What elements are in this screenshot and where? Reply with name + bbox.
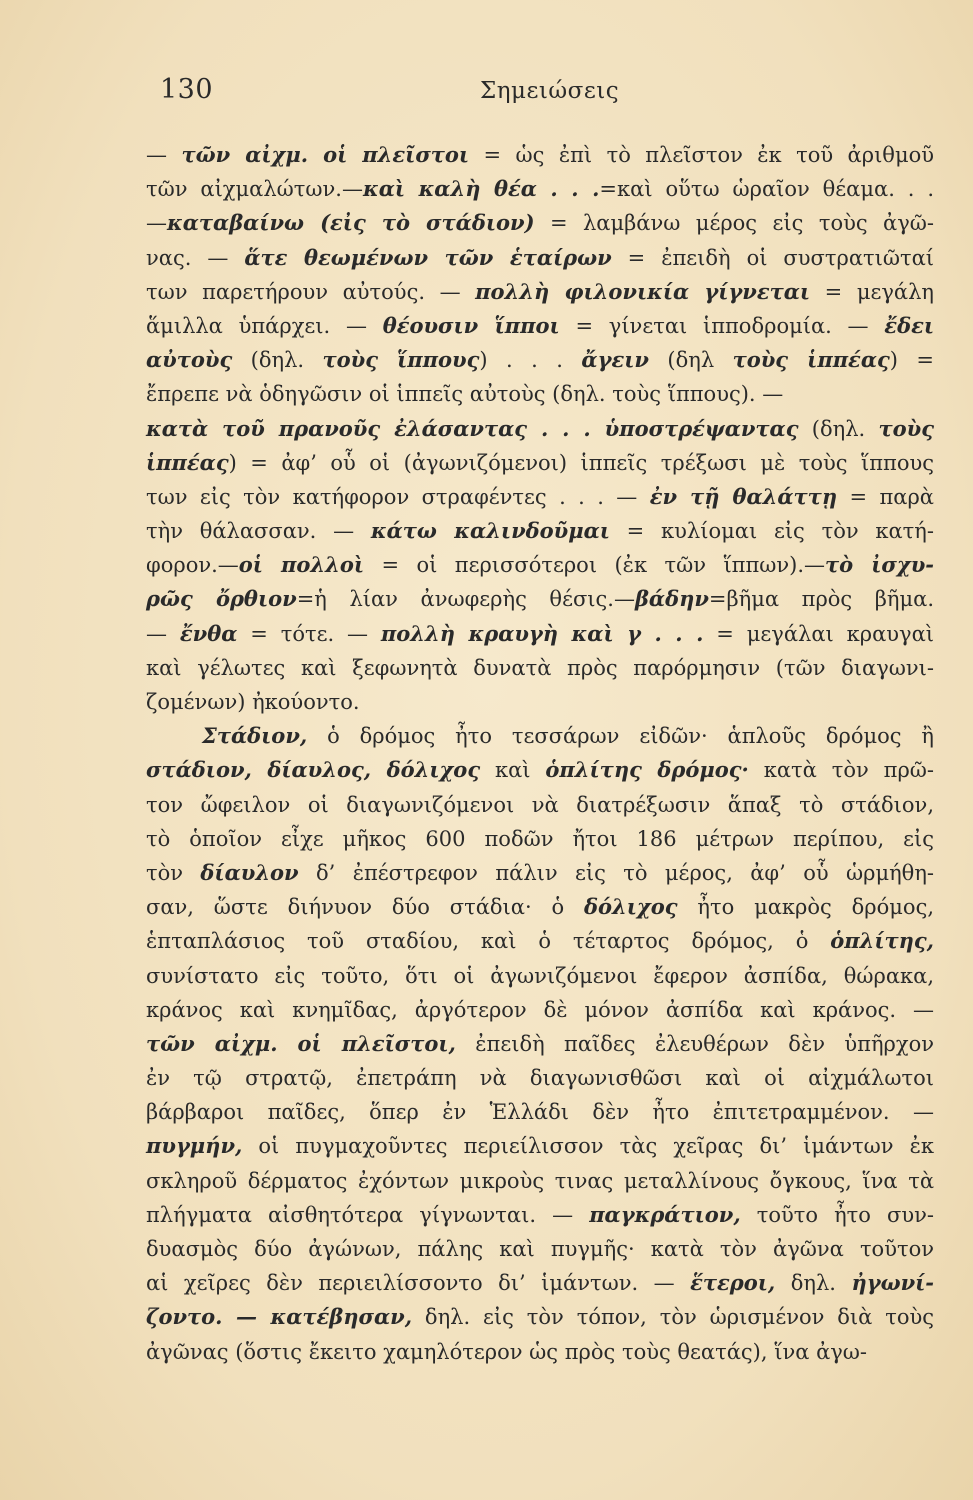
lemma-text: τὸ ἰσχυ- — [825, 552, 934, 578]
notes-body — [146, 138, 934, 1369]
lemma-text: ἐν τῇ θαλάττῃ — [649, 483, 838, 509]
lemma-text: ρῶς ὄρθιον — [146, 586, 297, 612]
gloss-text: = παρὰ — [837, 484, 934, 509]
gloss-text: δηλ. — [775, 1271, 852, 1296]
gloss-text: δυασμὸς δύο ἀγώνων, πάλης καὶ πυγμῆς· κατὰ τὸν ἀγῶνα τοῦτον — [146, 1237, 934, 1261]
gloss-text: δ’ ἐπέστρεφον πάλιν εἰς τὸ μέρος, ἀφ’ οὗ ὡρμήθη- — [298, 860, 935, 885]
gloss-text: ὁ δρόμος ἦτο τεσσάρων εἰδῶν· ἁπλοῦς δρόμος ἢ — [307, 724, 934, 749]
gloss-text: = οἱ περισσότεροι (ἐκ τῶν ἵππων).— — [364, 553, 826, 578]
text-line — [146, 206, 934, 240]
text-line — [146, 343, 934, 377]
gloss-text: κράνος καὶ κνημῖδας, ἀργότερον δὲ μόνον ἀσπίδα καὶ κράνος. — — [146, 997, 934, 1022]
text-line — [146, 241, 934, 275]
gloss-text: τὸν — [146, 860, 201, 885]
lemma-text: ζοντο. — κατέβησαν, — [146, 1304, 413, 1330]
gloss-text: δηλ. εἰς τὸν τόπον, τὸν ὡρισμένον διὰ τοὺς — [412, 1305, 934, 1330]
lemma-text: κατὰ τοῦ πρανοῦς ἐλάσαντας . . . ὑποστρέψαντας — [146, 415, 799, 441]
text-line — [146, 309, 934, 343]
text-line — [146, 788, 934, 822]
lemma-text: πυγμήν, — [146, 1133, 243, 1159]
page-number: 130 — [160, 74, 214, 105]
gloss-text: των εἰς τὸν κατήφορον στραφέντες . . . — — [146, 484, 650, 509]
text-line — [146, 685, 934, 719]
lemma-text: ἱππέας — [146, 449, 229, 475]
text-line — [146, 275, 934, 309]
text-line — [146, 1061, 934, 1095]
gloss-text: — — [146, 143, 182, 167]
lemma-text: καταβαίνω (εἰς τὸ στάδιον) — [167, 210, 535, 236]
gloss-text: ἀγῶνας (ὅστις ἔκειτο χαμηλότερον ὡς πρὸς τοὺς θεατάς), ἵνα ἀγω- — [146, 1339, 868, 1364]
lemma-text: τῶν αἰχμ. οἱ πλεῖστοι, — [146, 1030, 456, 1056]
gloss-text: = ὡς ἐπὶ τὸ πλεῖστον ἐκ τοῦ ἀριθμοῦ — [469, 143, 935, 167]
text-line — [146, 446, 934, 480]
lemma-text: ὁπλίτης δρόμος· — [545, 757, 749, 783]
gloss-text: ) . . . — [479, 348, 582, 373]
lemma-text: ἔδει — [884, 312, 934, 338]
lemma-text: τοὺς ἱππέας — [732, 347, 890, 373]
text-line — [146, 548, 934, 582]
gloss-text: =ἡ λίαν ἀνωφερὴς θέσις.— — [296, 587, 635, 612]
lemma-text: τῶν αἰχμ. οἱ πλεῖστοι — [181, 142, 470, 167]
lemma-text: ἅτε θεωμένων τῶν ἑταίρων — [244, 244, 612, 270]
gloss-text: ) = — [889, 348, 935, 373]
text-line — [146, 480, 934, 514]
gloss-text: =βῆμα πρὸς βῆμα. — [708, 587, 934, 612]
lemma-text: κάτω καλινδοῦμαι — [370, 518, 610, 544]
gloss-text: = γίνεται ἱπποδρομία. — — [559, 313, 885, 338]
lemma-text: ἠγωνί- — [851, 1270, 935, 1296]
lemma-text: ἄγειν — [581, 347, 649, 373]
text-line — [146, 924, 934, 958]
gloss-text: ἔπρεπε νὰ ὁδηγῶσιν οἱ ἱππεῖς αὐτοὺς (δηλ. τοὺς ἵππους). — — [146, 382, 784, 407]
gloss-text: νας. — — [146, 245, 245, 270]
text-line — [146, 138, 934, 172]
gloss-text: συνίστατο εἰς τοῦτο, ὅτι οἱ ἀγωνιζόμενοι ἔφερον ἀσπίδα, θώρακα, — [146, 963, 934, 988]
text-line — [146, 993, 934, 1027]
gloss-text: τῶν αἰχμαλώτων.— — [146, 177, 363, 202]
lemma-text: παγκράτιον, — [589, 1201, 741, 1227]
text-line — [146, 1266, 934, 1300]
gloss-text: = τότε. — — [237, 621, 381, 646]
text-line — [146, 719, 934, 753]
text-line — [146, 856, 934, 890]
running-title: Σημειώσεις — [480, 78, 620, 104]
text-line — [146, 1129, 934, 1163]
gloss-text: ἐν τῷ στρατῷ, ἐπετράπη νὰ διαγωνισθῶσι καὶ οἱ αἰχμάλωτοι — [146, 1066, 934, 1091]
text-line — [146, 514, 934, 548]
text-line — [146, 377, 934, 411]
text-line — [146, 582, 934, 616]
text-line — [146, 822, 934, 856]
gloss-text: καὶ γέλωτες καὶ ξεφωνητὰ δυνατὰ πρὸς παρόρμησιν (τῶν διαγωνι- — [146, 655, 934, 680]
lemma-text: Στάδιον, — [202, 723, 308, 749]
lemma-text: οἱ πολλοὶ — [238, 552, 365, 578]
lemma-text: τοὺς ἵππους — [322, 347, 480, 373]
gloss-text: σαν, ὥστε διήνυον δύο στάδια· ὁ — [146, 895, 585, 920]
text-line — [146, 617, 934, 651]
gloss-text: τον ὤφειλον οἱ διαγωνιζόμενοι νὰ διατρέξωσιν ἅπαξ τὸ στάδιον, — [146, 792, 934, 817]
gloss-text: = μεγάλαι κραυγαὶ — [703, 621, 934, 646]
lemma-text: δόλιχος — [584, 894, 678, 920]
gloss-text: =καὶ οὕτω ὡραῖον θέαμα. . . — [599, 177, 934, 202]
gloss-text: = ἐπειδὴ οἱ συστρατιῶταί — [611, 245, 935, 270]
gloss-text: ἦτο μακρὸς δρόμος, — [677, 895, 934, 920]
lemma-text: ἕτεροι, — [690, 1270, 776, 1296]
lemma-text: στάδιον, δίαυλος, δόλιχος — [146, 757, 481, 783]
gloss-text: βάρβαροι παῖδες, ὅπερ ἐν Ἑλλάδι δὲν ἦτο ἐπιτετραμμένον. — — [146, 1100, 934, 1125]
gloss-text: = κυλίομαι εἰς τὸν κατή- — [609, 519, 934, 544]
gloss-text: (δηλ — [648, 348, 733, 373]
text-line — [146, 1198, 934, 1232]
gloss-text: σκληροῦ δέρματος ἐχόντων μικροὺς τινας μεταλλίνους ὄγκους, ἵνα τὰ — [146, 1168, 934, 1193]
text-line — [146, 1335, 934, 1369]
gloss-text: (δηλ. — [232, 348, 323, 373]
text-line — [146, 1164, 934, 1198]
text-line — [146, 412, 934, 446]
lemma-text: τοὺς — [878, 415, 934, 441]
lemma-text: πολλὴ φιλονικία γίγνεται — [475, 278, 811, 304]
lemma-text: δίαυλον — [200, 859, 299, 885]
page-header — [160, 74, 940, 114]
gloss-text: ἅμιλλα ὑπάρχει. — — [146, 313, 383, 338]
gloss-text: πλήγματα αἰσθητότερα γίγνωνται. — — [146, 1202, 590, 1227]
lemma-text: θέουσιν ἵπποι — [382, 312, 560, 338]
gloss-text: ) = ἀφ’ οὗ οἱ (ἀγωνιζόμενοι) ἱππεῖς τρέξωσι μὲ τοὺς ἵππους — [228, 450, 934, 475]
lemma-text: αὐτοὺς — [146, 347, 233, 373]
text-line — [146, 753, 934, 787]
gloss-text: (δηλ. — [798, 416, 879, 441]
gloss-text: καὶ — [480, 758, 546, 783]
gloss-text: τὸ ὁποῖον εἶχε μῆκος 600 ποδῶν ἤτοι 186 μέτρων περίπου, εἰς — [146, 826, 934, 851]
gloss-text: = λαμβάνω μέρος εἰς τοὺς ἀγῶ- — [534, 211, 935, 236]
gloss-text: ἑπταπλάσιος τοῦ σταδίου, καὶ ὁ τέταρτος δρόμος, ὁ — [146, 929, 831, 954]
gloss-text: τοῦτο ἦτο συν- — [740, 1202, 934, 1227]
gloss-text: οἱ πυγμαχοῦντες περιείλισσον τὰς χεῖρας δι’ ἱμάντων ἐκ — [242, 1134, 934, 1159]
lemma-text: καὶ καλὴ θέα . . . — [362, 176, 600, 202]
lemma-text: βάδην — [634, 586, 709, 612]
gloss-text: κατὰ τὸν πρῶ- — [748, 758, 935, 783]
text-line — [146, 1232, 934, 1266]
gloss-text: — — [146, 621, 180, 646]
lemma-text: ἔνθα — [179, 620, 238, 646]
text-line — [146, 1095, 934, 1129]
gloss-text: τὴν θάλασσαν. — — [146, 519, 371, 544]
text-line — [146, 172, 934, 206]
gloss-text: — — [146, 211, 167, 236]
text-line — [146, 959, 934, 993]
gloss-text: των παρετήρουν αὐτούς. — — [146, 279, 476, 304]
text-line — [146, 1300, 934, 1334]
lemma-text: ὁπλίτης, — [830, 928, 934, 954]
text-line — [146, 1027, 934, 1061]
gloss-text: αἱ χεῖρες δὲν περιειλίσσοντο δι’ ἱμάντων. — — [146, 1271, 691, 1296]
gloss-text: ἐπειδὴ παῖδες ἐλευθέρων δὲν ὑπῆρχον — [455, 1031, 935, 1056]
lemma-text: πολλὴ κραυγὴ καὶ γ . . . — [380, 620, 704, 646]
text-line — [146, 890, 934, 924]
gloss-text: φορον.— — [146, 553, 239, 578]
gloss-text: = μεγάλη — [810, 279, 934, 304]
gloss-text: ζομένων) ἠκούοντο. — [146, 690, 360, 714]
text-line — [146, 651, 934, 685]
